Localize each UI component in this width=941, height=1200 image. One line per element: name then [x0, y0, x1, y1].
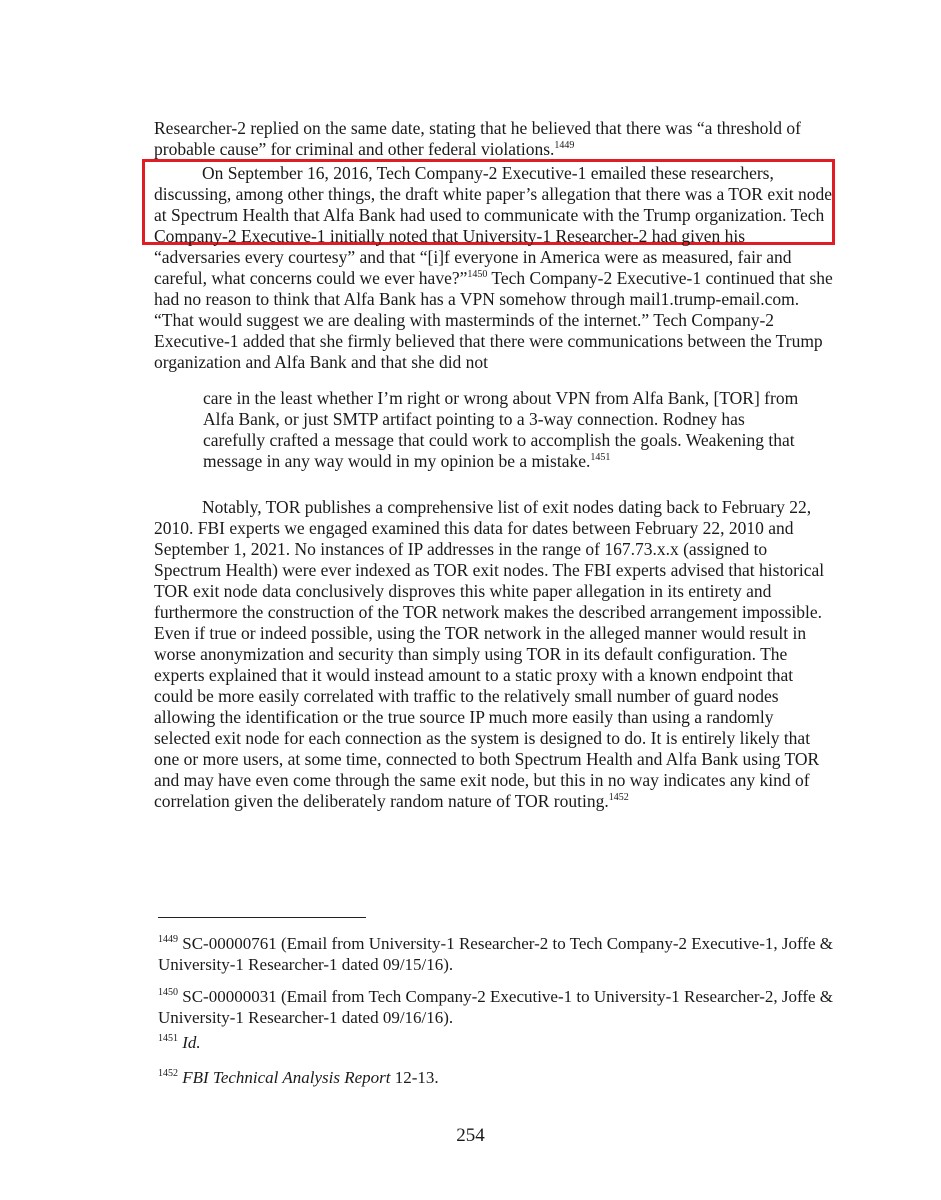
footnote-1450: $^{1450}$ SC-00000031 (Email from Tech Company-2 Executive-1 to University-1 Researcher-2, Joffe & University-1 Researcher-1 dated 09/16/16).	[158, 987, 834, 1027]
page-number: 254	[456, 1125, 485, 1146]
footnote-ref-1451[interactable]: 1451	[590, 452, 611, 463]
paragraph-september-email: On September 16, 2016, Tech Company-2 Executive-1 emailed these researchers, discussing, among other things, the draft white paper’s allegation that there was a TOR exit node at Spectrum Health that Alfa Bank had used to communicate with the Trump organization. Tech Company-2 Executive-1 initially noted that University-1 Researcher-2 had given his “adversaries every courtesy” and that “[i]f everyone in America were as measured, fair and careful, what concerns could we ever have?”$^{1450}$ Tech Company-2 Executive-1 continued that she had no reason to think that Alfa Bank has a VPN somehow through mail1.trump-email.com. “That would suggest we are dealing with masterminds of the internet.” Tech Company-2 Executive-1 added that she firmly believed that there were communications between the Trump organization and Alfa Bank and that she did not	[154, 163, 833, 372]
footnote-divider	[158, 917, 366, 918]
footnote-1451: $^{1451}$ Id.	[158, 1033, 201, 1052]
block-quote: care in the least whether I’m right or wrong about VPN from Alfa Bank, [TOR] from Alfa Bank, or just SMTP artifact pointing to a 3-way connection. Rodney has carefully crafted a message that could work to accomplish the goals. Weakening that message in any way would in my opinion be a mistake.$^{1451}$	[203, 388, 799, 471]
footnote-ref-1452[interactable]: 1452	[608, 792, 629, 803]
footnote-ref-1449[interactable]: 1449	[554, 140, 575, 151]
footnote-ref-1450[interactable]: 1450	[467, 269, 488, 280]
paragraph-tor-exit-nodes: Notably, TOR publishes a comprehensive list of exit nodes dating back to February 22, 2010. FBI experts we engaged examined this data for dates between February 22, 2010 and September 1, 2021. No instances of IP addresses in the range of 167.73.x.x (assigned to Spectrum Health) were ever indexed as TOR exit nodes. The FBI experts advised that historical TOR exit node data conclusively disproves this white paper allegation in its entirety and furthermore the construction of the TOR network makes the described arrangement impossible. Even if true or indeed possible, using the TOR network in the alleged manner would result in worse anonymization and security than simply using TOR in its default configuration. The experts explained that it would instead amount to a static proxy with a known endpoint that could be more easily correlated with traffic to the relatively small number of guard nodes allowing the identification or the true source IP much more easily than using a randomly selected exit node for each connection as the system is designed to do. It is entirely likely that one or more users, at some time, connected to both Spectrum Health and Alfa Bank using TOR and may have even come through the same exit node, but this in no way indicates any kind of correlation given the deliberately random nature of TOR routing.$^{1452}$	[154, 497, 825, 811]
footnote-1449: $^{1449}$ SC-00000761 (Email from University-1 Researcher-2 to Tech Company-2 Executive-1, Joffe & University-1 Researcher-1 dated 09/15/16).	[158, 934, 834, 974]
footnote-1452: $^{1452}$ FBI Technical Analysis Report 12-13.	[158, 1068, 439, 1087]
paragraph-researcher-reply: Researcher-2 replied on the same date, stating that he believed that there was “a threshold of probable cause” for criminal and other federal violations.$^{1449}$	[154, 118, 801, 159]
